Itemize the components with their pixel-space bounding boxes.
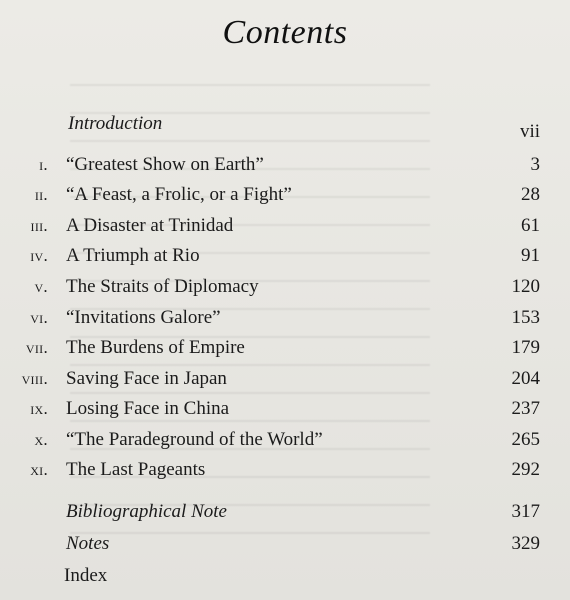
toc-entry bbox=[0, 456, 570, 484]
chapter-number: iv. bbox=[30, 246, 48, 265]
chapter-title: Introduction bbox=[68, 113, 163, 134]
chapter-number: iii. bbox=[30, 216, 48, 235]
page-number: 91 bbox=[521, 245, 540, 266]
page-title: Contents bbox=[222, 14, 348, 51]
chapter-title: The Burdens of Empire bbox=[66, 337, 245, 358]
page-number: vii bbox=[519, 121, 540, 142]
toc-entry bbox=[0, 426, 570, 454]
chapter-title: Notes bbox=[66, 533, 110, 554]
page-number: 317 bbox=[511, 501, 540, 522]
page-number: 61 bbox=[521, 215, 540, 236]
toc-entry bbox=[0, 365, 570, 393]
chapter-title: Saving Face in Japan bbox=[66, 368, 227, 389]
toc-entry bbox=[0, 212, 570, 240]
toc-entry bbox=[0, 334, 570, 362]
page-number: 204 bbox=[511, 368, 540, 389]
chapter-title: “Greatest Show on Earth” bbox=[66, 154, 264, 175]
toc-entry bbox=[0, 498, 570, 526]
chapter-number: i. bbox=[39, 155, 48, 174]
chapter-number: ii. bbox=[34, 185, 48, 204]
chapter-title: Losing Face in China bbox=[66, 398, 230, 419]
page-number: 28 bbox=[521, 184, 540, 205]
page-number: 153 bbox=[511, 307, 540, 328]
toc-entry bbox=[0, 395, 570, 423]
chapter-title: A Triumph at Rio bbox=[66, 245, 200, 266]
chapter-number: ix. bbox=[30, 399, 48, 418]
toc-entry bbox=[0, 562, 570, 590]
chapter-title: “The Paradeground of the World” bbox=[66, 429, 323, 450]
toc-entry bbox=[0, 110, 570, 142]
chapter-number: xi. bbox=[30, 460, 48, 479]
chapter-title: “Invitations Galore” bbox=[66, 307, 221, 328]
chapter-number: vi. bbox=[30, 308, 48, 327]
chapter-title: Bibliographical Note bbox=[66, 501, 227, 522]
chapter-number: x. bbox=[34, 430, 48, 449]
chapter-number: viii. bbox=[21, 369, 48, 388]
page-number: 120 bbox=[511, 276, 540, 297]
chapter-title: The Straits of Diplomacy bbox=[66, 276, 259, 297]
page-number: 329 bbox=[511, 533, 540, 554]
page-number: 265 bbox=[511, 429, 540, 450]
page-number: 179 bbox=[511, 337, 540, 358]
chapter-title: A Disaster at Trinidad bbox=[66, 215, 234, 236]
page-number: 3 bbox=[530, 154, 540, 175]
chapter-title: “A Feast, a Frolic, or a Fight” bbox=[66, 184, 292, 205]
page-number: 292 bbox=[511, 459, 540, 480]
chapter-title: Index bbox=[64, 565, 108, 586]
chapter-number: v. bbox=[34, 277, 48, 296]
page-number: 237 bbox=[511, 398, 540, 419]
toc-entry bbox=[0, 151, 570, 179]
toc-entry bbox=[0, 181, 570, 209]
chapter-title: The Last Pageants bbox=[66, 459, 206, 480]
toc-entry bbox=[0, 273, 570, 301]
toc-entry bbox=[0, 304, 570, 332]
toc-entry bbox=[0, 242, 570, 270]
toc-entry bbox=[0, 530, 570, 558]
chapter-number: vii. bbox=[25, 338, 48, 357]
